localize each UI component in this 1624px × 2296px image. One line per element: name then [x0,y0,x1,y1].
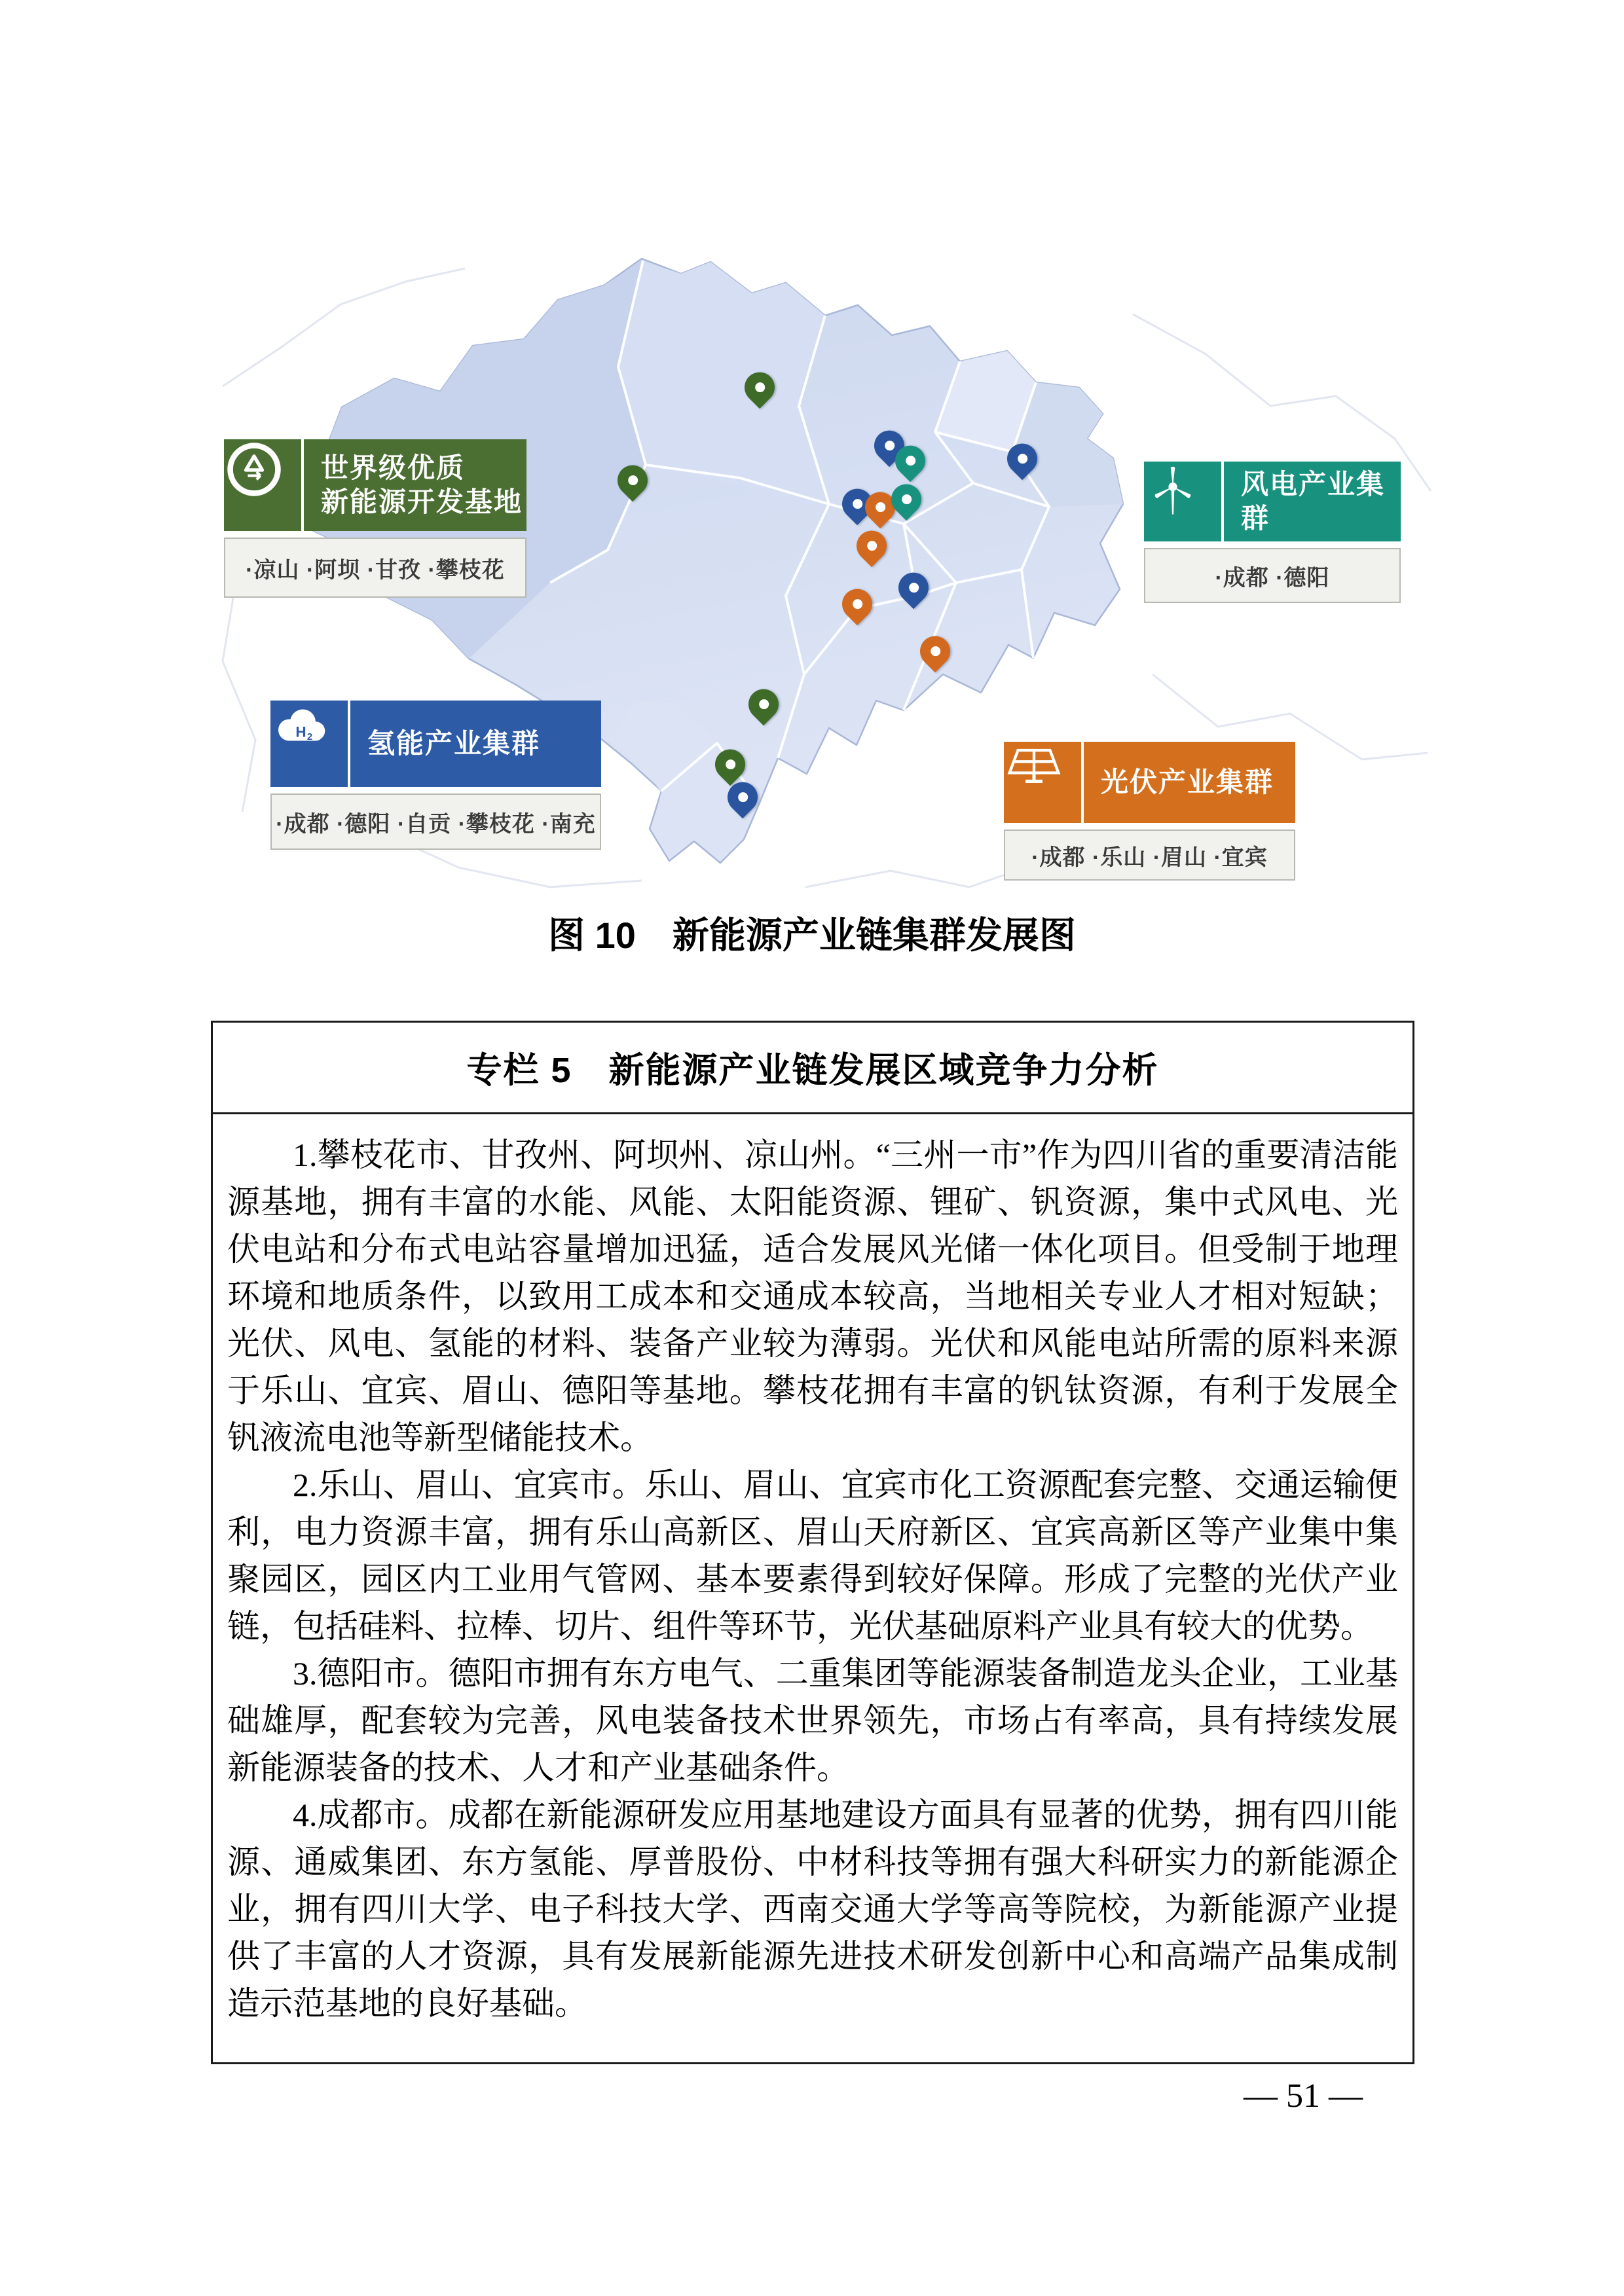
solar-panel-icon [1004,742,1084,823]
legend-cities: ·成都 ·乐山 ·眉山 ·宜宾 [1004,829,1295,881]
paragraph-panzhihua: 1.攀枝花市、甘孜州、阿坝州、凉山州。“三州一市”作为四川省的重要清洁能源基地，拥有丰富的水能、风能、太阳能资源、锂矿、钒资源，集中式风电、光伏电站和分布式电站容量增加迅猛，适合发展风光储一体化项目。但受制于地理环境和地质条件，以致用工成本和交通成本较高，当地相关专业人才相对短缺；光伏、风电、氢能的材料、装备产业较为薄弱。光伏和风能电站所需的原料来源于乐山、宜宾、眉山、德阳等基地。攀枝花拥有丰富的钒钛资源，有利于发展全钒液流电池等新型储能技术。 [227,1137,1398,1456]
map-pin-orange [913,630,956,672]
map-pin-orange [850,524,893,567]
figure-caption: 图 10 新能源产业链集群发展图 [548,915,1076,956]
figure-map [183,242,1454,897]
paragraph-chengdu: 4.成都市。成都在新能源研发应用基地建设方面具有显著的优势，拥有四川能源、通威集团、东方氢能、厚普股份、中材科技等拥有强大科研实力的新能源企业，拥有四川大学、电子科技大学、西南交通大学等高等院校，为新能源产业提供了丰富的人才资源，具有发展新能源先进技术研发创新中心和高端产品集成制造示范基地的良好基础。 [227,1796,1398,2022]
legend-title [350,701,601,787]
legend-title-line: 风电产业集群 [1241,469,1386,534]
sichuan-map [183,242,1454,897]
svg-text:H: H [295,723,306,740]
legend-wind-cluster [1144,462,1401,603]
column-box [211,1021,1414,2064]
page-number: — 51 — [1244,2077,1363,2115]
legend-cities: ·成都 ·德阳 ·自贡 ·攀枝花 ·南充 [270,793,601,850]
column-box-title: 专栏 5 新能源产业链发展区域竞争力分析 [466,1051,1159,1090]
map-pin-green [738,366,781,409]
legend-title [1084,742,1295,823]
legend-title-line: 光伏产业集群 [1101,767,1274,797]
map-pin-blue [892,566,934,609]
legend-solar-cluster [1004,742,1295,881]
svg-text:2: 2 [306,731,313,742]
map-pin-green [611,459,654,501]
legend-cities: ·凉山 ·阿坝 ·甘孜 ·攀枝花 [224,538,526,598]
paragraph-deyang: 3.德阳市。德阳市拥有东方电气、二重集团等能源装备制造龙头企业，工业基础雄厚，配套较为完善，风电装备技术世界领先，市场占有率高，具有持续发展新能源装备的技术、人才和产业基础条件。 [227,1655,1398,1786]
legend-title [304,439,526,531]
column-box-body [213,1114,1412,2027]
legend-hydrogen-cluster [270,701,601,850]
paragraph-leshan-meishan-yibin: 2.乐山、眉山、宜宾市。乐山、眉山、宜宾市化工资源配套完整、交通运输便利，电力资源丰富，拥有乐山高新区、眉山天府新区、宜宾高新区等产业集中集聚园区，园区内工业用气管网、基本要素得到较好保障。形成了完整的光伏产业链，包括硅料、拉棒、切片、组件等环节，光伏基础原料产业具有较大的优势。 [227,1467,1398,1645]
map-pin-green [742,683,784,725]
wind-turbine-icon [1144,462,1224,541]
recycle-icon [224,439,304,531]
legend-title-line: 氢能产业集群 [367,728,541,759]
legend-title [1224,462,1401,541]
legend-world-class-base [224,439,526,598]
map-pin-blue [1001,437,1043,480]
legend-title-line: 世界级优质 [321,452,466,483]
legend-title-line: 新能源开发基地 [321,486,523,517]
map-pin-green [709,743,751,786]
legend-cities: ·成都 ·德阳 [1144,548,1401,603]
map-pin-orange [836,583,878,625]
hydrogen-cloud-icon [270,701,350,787]
